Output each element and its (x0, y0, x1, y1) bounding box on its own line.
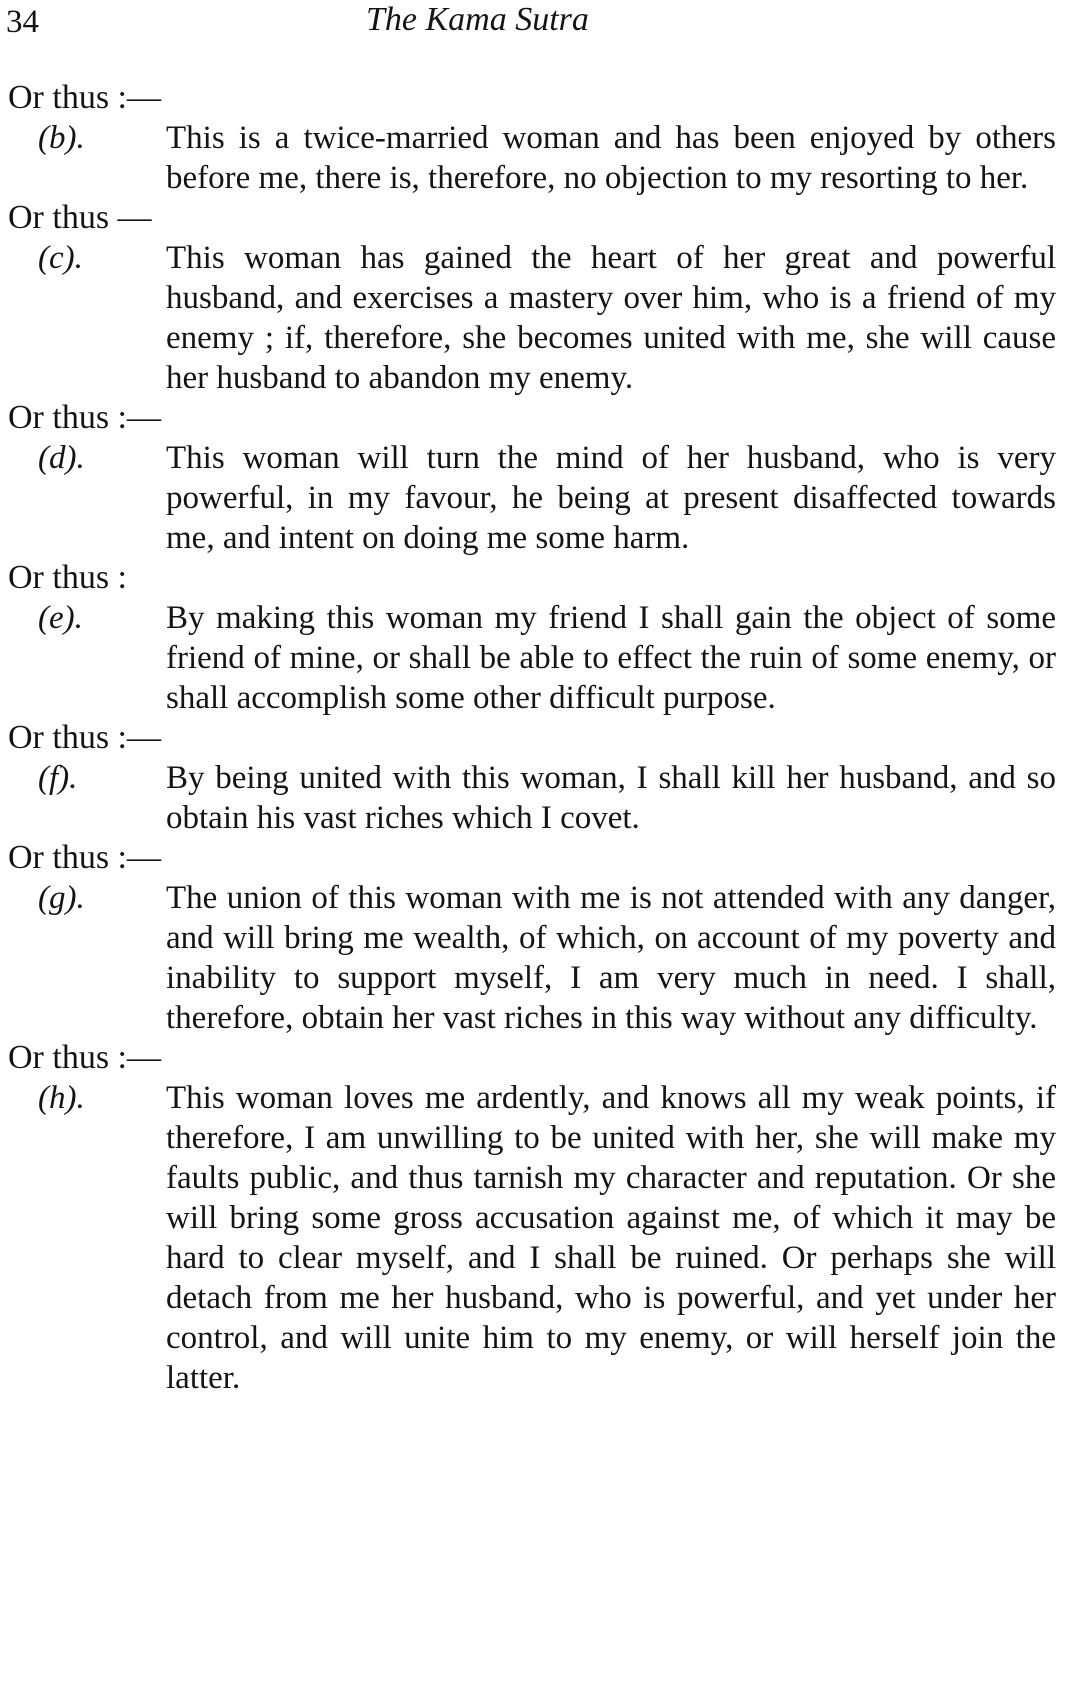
clause-text (38, 118, 1056, 198)
or-thus-label: Or thus :— (8, 79, 161, 116)
clause-text (38, 598, 1056, 718)
list-item (0, 198, 1060, 398)
clause-marker: (c). (38, 240, 83, 276)
list-item (0, 398, 1060, 558)
running-title: The Kama Sutra (366, 1, 589, 38)
or-thus-label: Or thus : (8, 559, 127, 596)
clause-text (38, 1078, 1056, 1398)
clause-marker: (g). (38, 880, 85, 916)
clause-marker: (b). (38, 120, 85, 156)
page-body (0, 78, 1060, 1398)
clause-body: This woman will turn the mind of her husband, who is very powerful, in my favour, he being at present disaffected towards me, and intent on doing me some harm. (166, 440, 1056, 556)
clause-text (38, 438, 1056, 558)
page-header (6, 0, 1056, 46)
clause-body: This is a twice-married woman and has been enjoyed by others before me, there is, therefore, no objection to my resorting to her. (166, 120, 1056, 196)
clause-marker: (h). (38, 1080, 85, 1116)
or-thus-label: Or thus :— (8, 1039, 161, 1076)
or-thus-label: Or thus :— (8, 719, 161, 756)
clause-body: This woman loves me ardently, and knows all my weak points, if therefore, I am unwilling to be united with her, she will make my faults public, and thus tarnish my character and reputation. Or she will bring some gross accusation against me, of which it may be hard to clear myself, and I shall be ruined. Or perhaps she will detach from me her husband, who is powerful, and yet under her control, and will unite him to my enemy, or will herself join the latter. (166, 1080, 1056, 1396)
clause-body: This woman has gained the heart of her great and powerful husband, and exercises a mastery over him, who is a friend of my enemy ; if, therefore, she becomes united with me, she will cause her husband to abandon my enemy. (166, 240, 1056, 396)
list-item (0, 78, 1060, 198)
or-thus-label: Or thus — (8, 199, 152, 236)
list-item (0, 718, 1060, 838)
clause-marker: (f). (38, 760, 78, 796)
clause-text (38, 878, 1056, 1038)
clause-marker: (d). (38, 440, 85, 476)
list-item (0, 1038, 1060, 1398)
page-number: 34 (6, 4, 39, 40)
list-item (0, 838, 1060, 1038)
clause-body: By making this woman my friend I shall gain the object of some friend of mine, or shall be able to effect the ruin of some enemy, or shall accomplish some other difficult purpose. (166, 600, 1056, 716)
clause-text (38, 758, 1056, 838)
list-item (0, 558, 1060, 718)
or-thus-label: Or thus :— (8, 839, 161, 876)
clause-body: By being united with this woman, I shall kill her husband, and so obtain his vast riches which I covet. (166, 760, 1056, 836)
clause-marker: (e). (38, 600, 83, 636)
clause-body: The union of this woman with me is not attended with any danger, and will bring me wealth, of which, on account of my poverty and inability to support myself, I am very much in need. I shall, therefore, obtain her vast riches in this way without any difficulty. (166, 880, 1056, 1036)
clause-text (38, 238, 1056, 398)
or-thus-label: Or thus :— (8, 399, 161, 436)
